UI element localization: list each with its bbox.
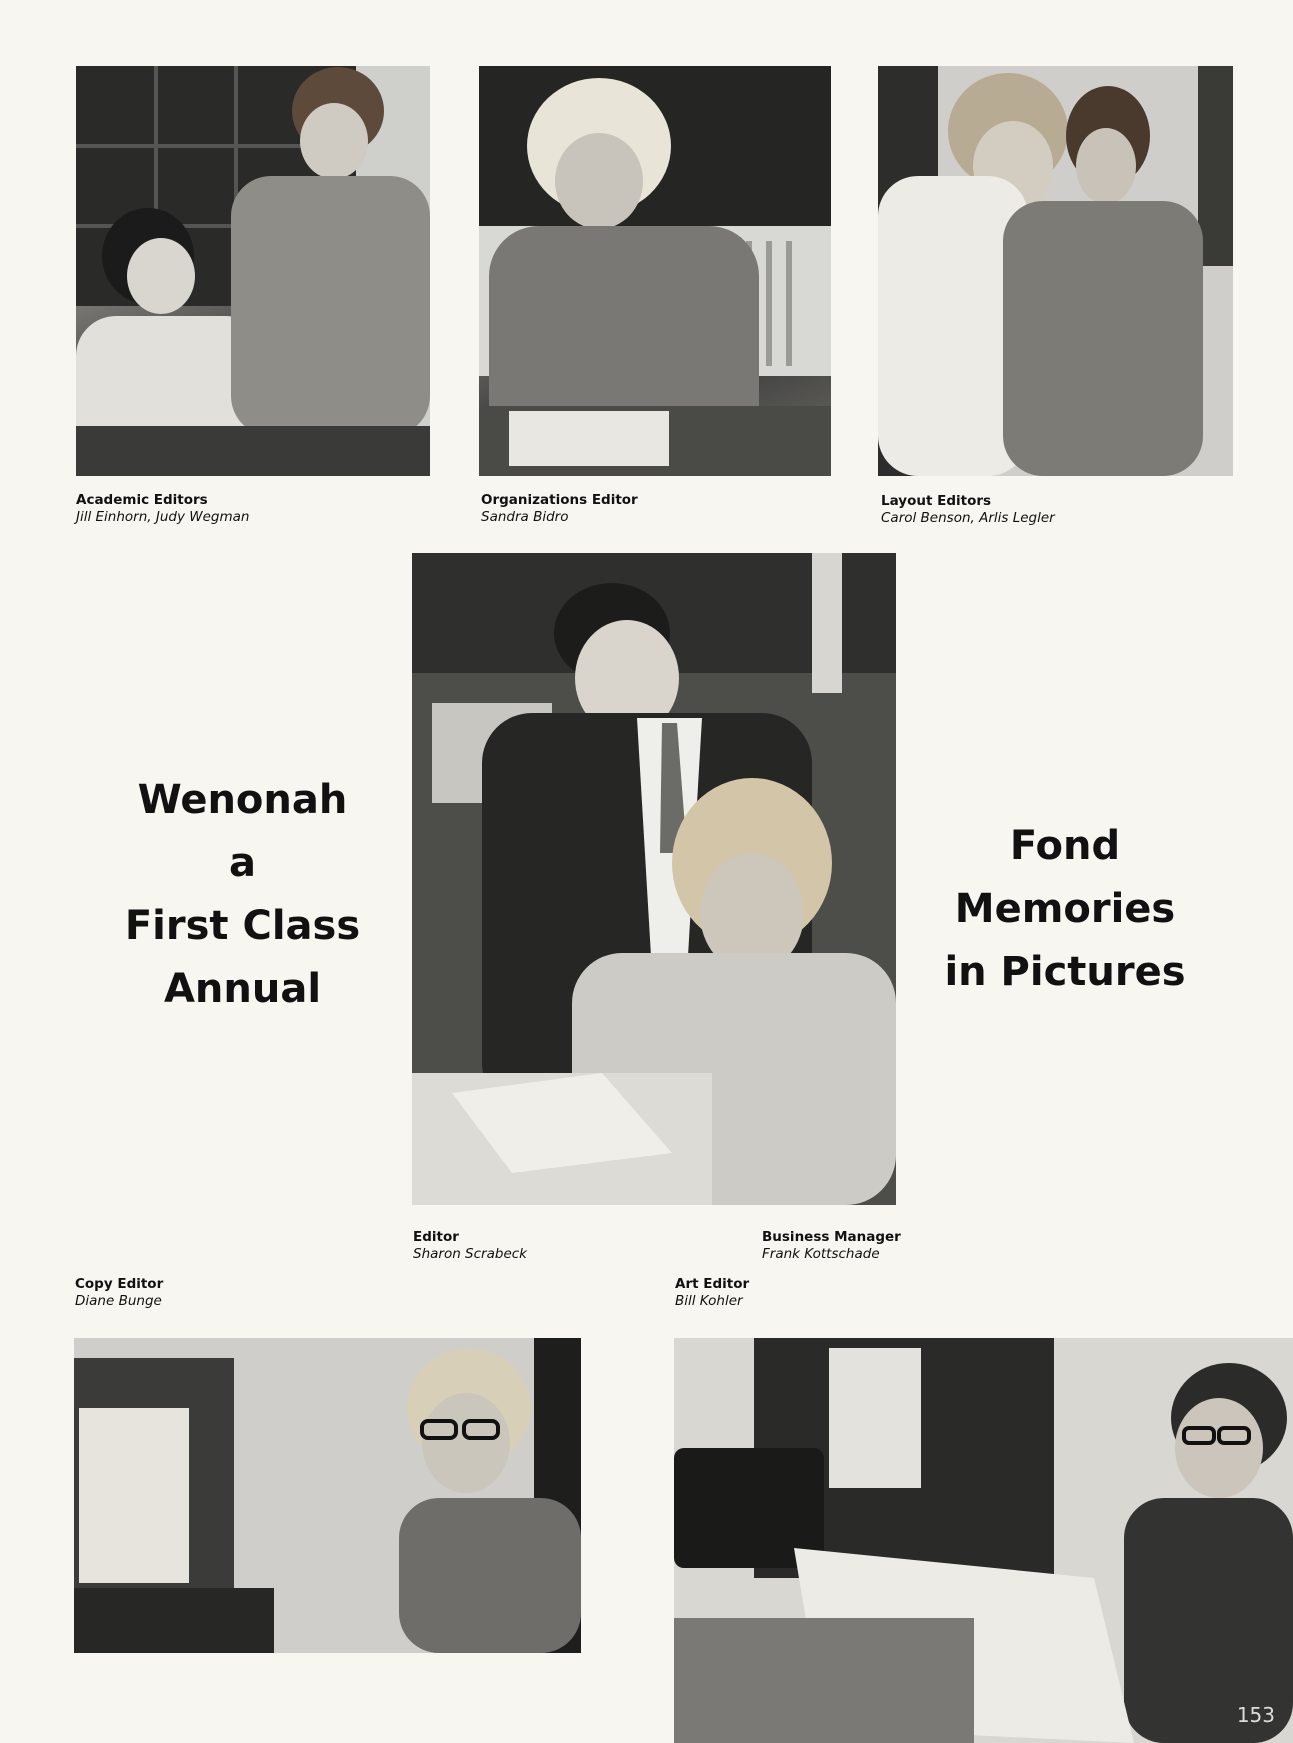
headline-left-line: Wenonah (137, 777, 348, 823)
photo-organizations-editor (479, 66, 831, 476)
caption-editor (413, 1229, 527, 1263)
photo-editor-business-manager (412, 553, 896, 1205)
headline-right-line: Memories (954, 886, 1176, 932)
caption-names: Jill Einhorn, Judy Wegman (76, 509, 250, 525)
caption-names: Frank Kottschade (762, 1246, 880, 1262)
headline-left (90, 769, 395, 1021)
caption-copy-editor (75, 1276, 163, 1310)
caption-names: Bill Kohler (675, 1293, 743, 1309)
caption-organizations-editor (481, 492, 638, 526)
photo-academic-editors (76, 66, 430, 476)
caption-names: Sharon Scrabeck (413, 1246, 527, 1262)
photo-art-editor (674, 1338, 1293, 1743)
headline-right-line: Fond (1009, 823, 1121, 869)
caption-role: Academic Editors (76, 492, 208, 508)
headline-left-line: First Class (124, 903, 361, 949)
caption-role: Editor (413, 1229, 459, 1245)
headline-left-line: a (229, 840, 256, 886)
caption-academic-editors (76, 492, 249, 526)
caption-names: Carol Benson, Arlis Legler (881, 510, 1055, 526)
page-number: 153 (1236, 1703, 1275, 1727)
caption-names: Sandra Bidro (481, 509, 569, 525)
caption-art-editor (675, 1276, 749, 1310)
caption-role: Organizations Editor (481, 492, 638, 508)
caption-role: Art Editor (675, 1276, 750, 1292)
headline-right-line: in Pictures (944, 949, 1186, 995)
headline-left-line: Annual (163, 966, 322, 1012)
caption-role: Layout Editors (881, 493, 992, 509)
photo-copy-editor (74, 1338, 581, 1653)
headline-right (920, 815, 1210, 1004)
caption-business-manager (762, 1229, 901, 1263)
caption-role: Copy Editor (75, 1276, 164, 1292)
caption-role: Business Manager (762, 1229, 901, 1245)
photo-layout-editors (878, 66, 1233, 476)
caption-layout-editors (881, 493, 1055, 527)
caption-names: Diane Bunge (75, 1293, 162, 1309)
